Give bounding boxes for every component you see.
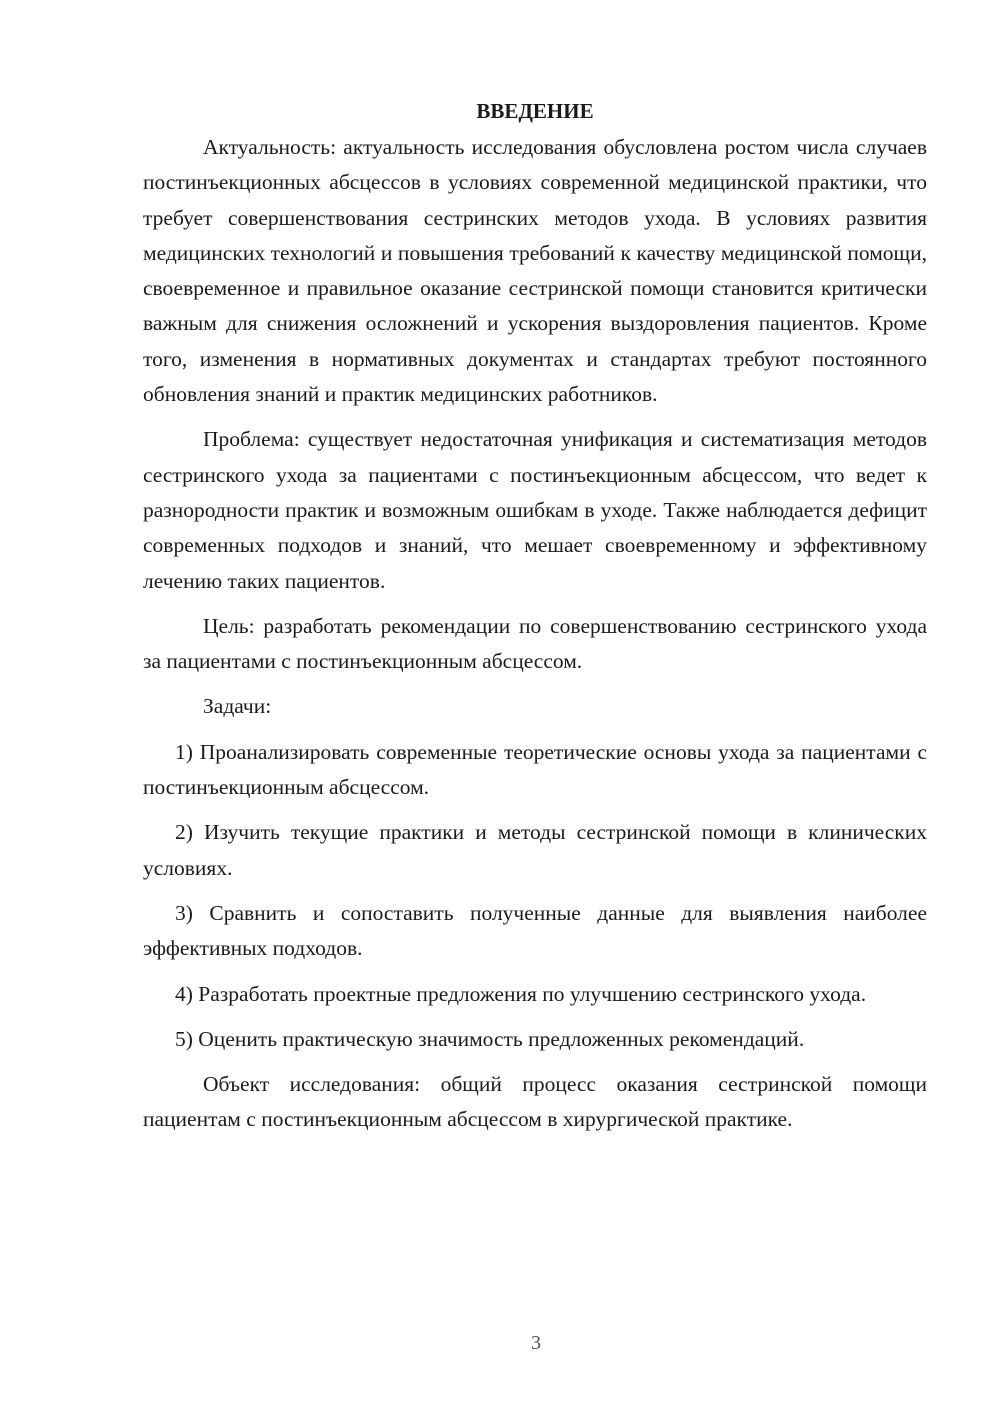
task-item-2: 2) Изучить текущие практики и методы сестринской помощи в клинических условиях. xyxy=(143,820,927,880)
task-item-3: 3) Сравнить и сопоставить полученные данные для выявления наиболее эффективных подходов. xyxy=(143,900,927,961)
task-item-1: 1) Проанализировать современные теоретические основы ухода за пациентами с постинъекционным абсцессом. xyxy=(143,739,927,800)
page-number: 3 xyxy=(531,1332,541,1354)
document-page xyxy=(143,96,927,1148)
relevance-paragraph: Актуальность: актуальность исследования обусловлена ростом числа случаев постинъекционных абсцессов в условиях современной медицинской практики, что требует совершенствования сестринских методов ухода. В условиях развития медицинских технологий и повышения требований к качеству медицинской помощи, своевременное и правильное оказание сестринской помощи становится критически важным для снижения осложнений и ускорения выздоровления пациентов. Кроме того, изменения в нормативных документах и стандартах требуют постоянного обновления знаний и практик медицинских работников. xyxy=(143,135,927,407)
problem-paragraph: Проблема: существует недостаточная унификация и систематизация методов сестринского ухода за пациентами с постинъекционным абсцессом, что ведет к разнородности практик и возможным ошибкам в уходе. Также наблюдается дефицит современных подходов и знаний, что мешает своевременному и эффективному лечению таких пациентов. xyxy=(143,427,927,593)
task-item-4: 4) Разработать проектные предложения по улучшению сестринского ухода. xyxy=(175,981,867,1006)
goal-paragraph: Цель: разработать рекомендации по совершенствованию сестринского ухода за пациентами с постинъекционным абсцессом. xyxy=(143,613,927,674)
tasks-label: Задачи: xyxy=(203,694,272,719)
object-paragraph: Объект исследования: общий процесс оказания сестринской помощи пациентам с постинъекционным абсцессом в хирургической практике. xyxy=(143,1072,927,1132)
section-heading: ВВЕДЕНИЕ xyxy=(476,99,594,123)
task-item-5: 5) Оценить практическую значимость предложенных рекомендаций. xyxy=(175,1026,805,1051)
